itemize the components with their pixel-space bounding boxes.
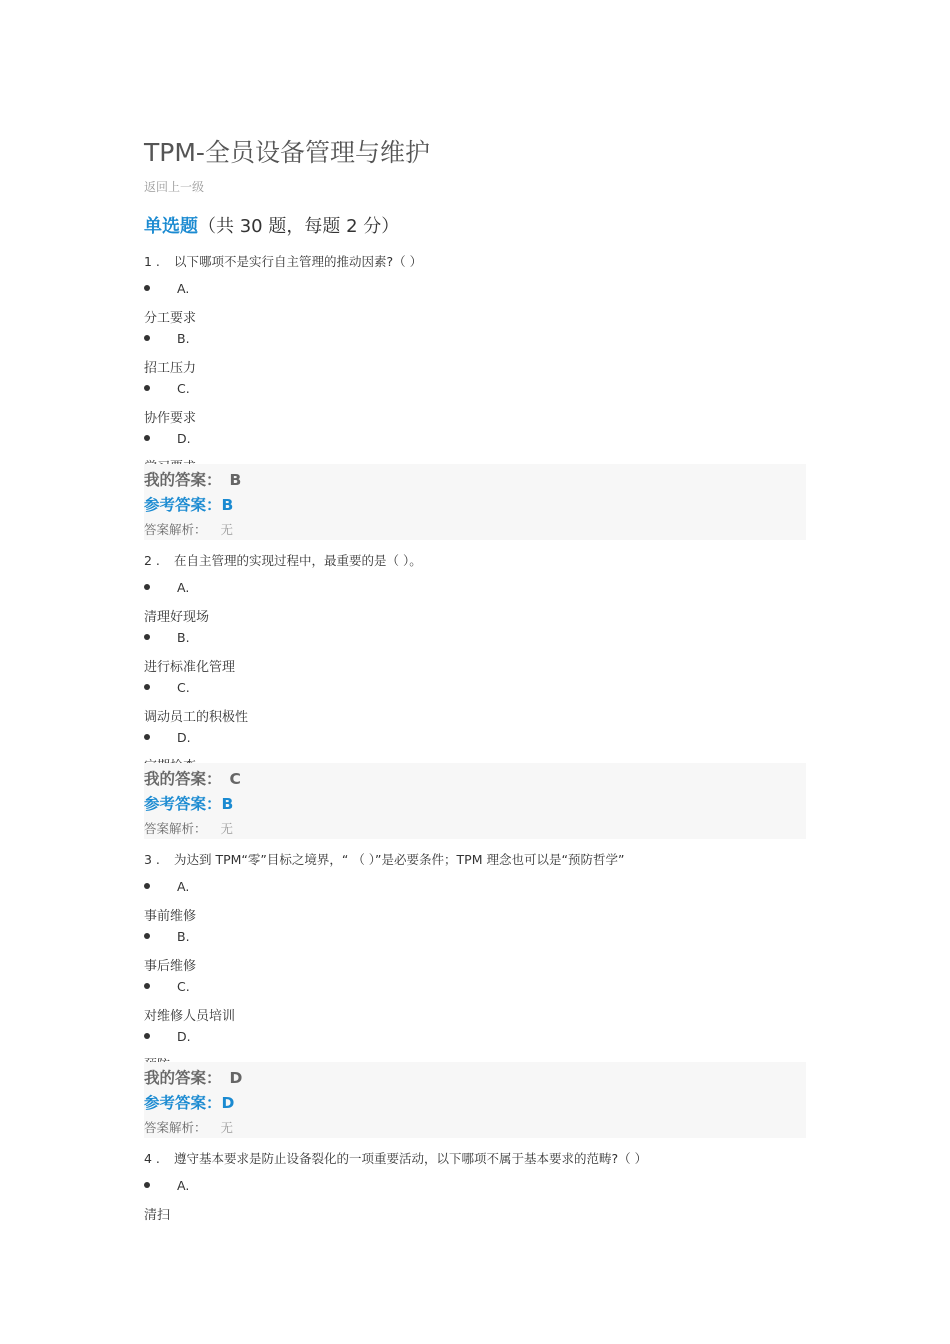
option-b-label: 进行标准化管理	[144, 660, 236, 675]
my-answer: 我的答案： D	[144, 1069, 243, 1087]
question-4	[144, 1149, 806, 1239]
question-text: 2 . 在自主管理的实现过程中，最重要的是（ ）。	[144, 553, 422, 568]
question-1	[144, 252, 806, 550]
bullet-icon	[144, 385, 150, 391]
option-c-label: 调动员工的积极性	[144, 710, 249, 725]
my-answer: 我的答案： B	[144, 471, 242, 489]
answer-analysis: 答案解析： 无	[144, 821, 234, 836]
option-c[interactable]: C.	[144, 381, 444, 401]
answer-panel	[144, 464, 806, 540]
option-a[interactable]: A.	[144, 580, 444, 600]
bullet-icon	[144, 285, 150, 291]
bullet-icon	[144, 684, 150, 690]
page-title: TPM-全员设备管理与维护	[144, 138, 430, 167]
option-a-label: 清理好现场	[144, 610, 210, 625]
question-3	[144, 850, 806, 1148]
option-d[interactable]: D.	[144, 1029, 444, 1049]
bullet-icon	[144, 1033, 150, 1039]
option-a-label: 清扫	[144, 1208, 171, 1223]
reference-answer: 参考答案：D	[144, 1094, 235, 1112]
question-text: 3 . 为达到 TPM“零”目标之境界，“ （ ）”是必要条件；TPM 理念也可以是“预防哲学”	[144, 852, 625, 867]
option-c-label: 对维修人员培训	[144, 1009, 236, 1024]
bullet-icon	[144, 883, 150, 889]
bullet-icon	[144, 584, 150, 590]
question-2	[144, 551, 806, 849]
reference-answer: 参考答案：B	[144, 795, 234, 813]
option-b-label: 招工压力	[144, 361, 197, 376]
reference-answer: 参考答案：B	[144, 496, 234, 514]
bullet-icon	[144, 335, 150, 341]
section-info: （共 30 题，每题 2 分）	[198, 216, 400, 237]
bullet-icon	[144, 435, 150, 441]
option-b[interactable]: B.	[144, 929, 444, 949]
answer-panel	[144, 763, 806, 839]
question-text: 4 . 遵守基本要求是防止设备裂化的一项重要活动，以下哪项不属于基本要求的范畴?（ ）	[144, 1151, 648, 1166]
bullet-icon	[144, 634, 150, 640]
answer-analysis: 答案解析： 无	[144, 522, 234, 537]
option-a-label: 分工要求	[144, 311, 197, 326]
answer-panel	[144, 1062, 806, 1138]
option-b[interactable]: B.	[144, 630, 444, 650]
option-a[interactable]: A.	[144, 1178, 444, 1198]
answer-analysis: 答案解析： 无	[144, 1120, 234, 1135]
question-text: 1 . 以下哪项不是实行自主管理的推动因素?（ ）	[144, 254, 423, 269]
bullet-icon	[144, 1182, 150, 1188]
bullet-icon	[144, 734, 150, 740]
my-answer: 我的答案： C	[144, 770, 241, 788]
option-b-label: 事后维修	[144, 959, 197, 974]
option-c-label: 协作要求	[144, 411, 197, 426]
section-type: 单选题	[144, 216, 198, 237]
option-a[interactable]: A.	[144, 879, 444, 899]
option-c[interactable]: C.	[144, 979, 444, 999]
option-d[interactable]: D.	[144, 730, 444, 750]
bullet-icon	[144, 933, 150, 939]
option-b[interactable]: B.	[144, 331, 444, 351]
back-link[interactable]: 返回上一级	[144, 180, 205, 194]
option-a-label: 事前维修	[144, 909, 197, 924]
option-d[interactable]: D.	[144, 431, 444, 451]
option-a[interactable]: A.	[144, 281, 444, 301]
bullet-icon	[144, 983, 150, 989]
section-heading	[144, 212, 399, 238]
option-c[interactable]: C.	[144, 680, 444, 700]
